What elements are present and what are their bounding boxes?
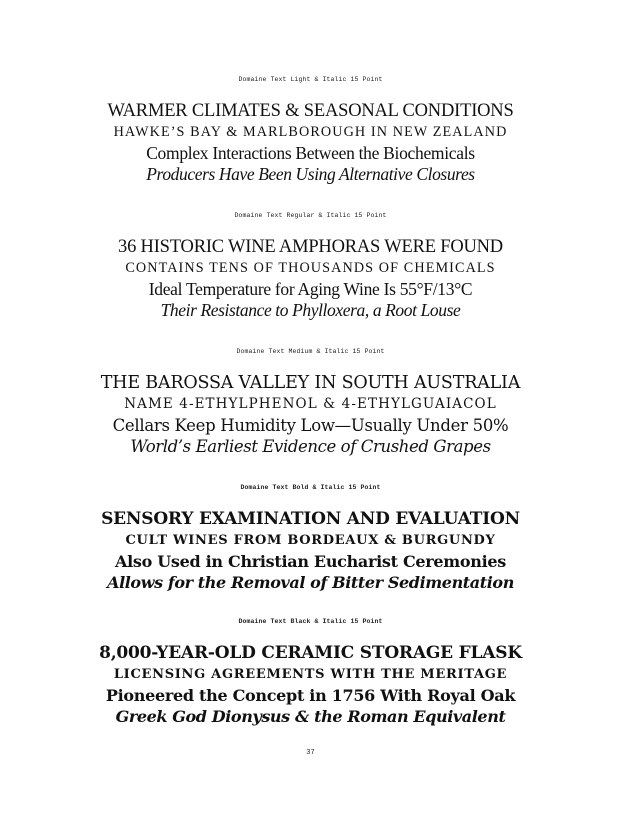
page-number: 37 xyxy=(306,749,315,757)
italic-line: Producers Have Been Using Alternative Closures xyxy=(146,164,475,184)
specimen-regular xyxy=(0,212,621,321)
specimen-label: Domaine Text Light & Italic 15 Point xyxy=(238,76,383,83)
specimen-lines xyxy=(0,373,621,457)
specimen-black xyxy=(0,618,621,727)
italic-line: Allows for the Removal of Bitter Sedimentation xyxy=(107,573,514,592)
small-caps-line: CONTAINS TENS OF THOUSANDS OF CHEMICALS xyxy=(125,260,496,276)
italic-line: Their Resistance to Phylloxera, a Root Louse xyxy=(160,300,461,320)
italic-line: World’s Earliest Evidence of Crushed Grapes xyxy=(130,437,491,456)
specimen-lines xyxy=(0,101,621,185)
specimen-lines xyxy=(0,237,621,321)
specimen-bold xyxy=(0,484,621,593)
upper-lower-line: Complex Interactions Between the Biochemicals xyxy=(146,143,475,163)
upper-lower-line: Ideal Temperature for Aging Wine Is 55°F/13°C xyxy=(148,279,473,299)
caps-line: WARMER CLIMATES & SEASONAL CONDITIONS xyxy=(107,101,514,121)
specimen-light xyxy=(0,76,621,185)
caps-line: SENSORY EXAMINATION AND EVALUATION xyxy=(101,509,520,529)
specimen-medium xyxy=(0,348,621,457)
upper-lower-line: Pioneered the Concept in 1756 With Royal Oak xyxy=(105,686,516,705)
caps-line: 8,000-YEAR-OLD CERAMIC STORAGE FLASK xyxy=(99,643,522,663)
small-caps-line: HAWKE’S BAY & MARLBOROUGH IN NEW ZEALAND xyxy=(113,124,508,140)
caps-line: 36 HISTORIC WINE AMPHORAS WERE FOUND xyxy=(118,237,503,257)
italic-line: Greek God Dionysus & the Roman Equivalent xyxy=(115,707,506,726)
specimen-label: Domaine Text Medium & Italic 15 Point xyxy=(236,348,385,355)
upper-lower-line: Also Used in Christian Eucharist Ceremonies xyxy=(114,552,506,571)
specimen-lines xyxy=(0,643,621,727)
specimen-lines xyxy=(0,509,621,593)
small-caps-line: LICENSING AGREEMENTS WITH THE MERITAGE xyxy=(113,667,508,682)
specimen-label: Domaine Text Bold & Italic 15 Point xyxy=(240,484,381,491)
upper-lower-line: Cellars Keep Humidity Low—Usually Under 50% xyxy=(112,416,509,435)
specimen-label: Domaine Text Black & Italic 15 Point xyxy=(238,618,383,625)
small-caps-line: CULT WINES FROM BORDEAUX & BURGUNDY xyxy=(125,533,496,548)
small-caps-line: NAME 4-ETHYLPHENOL & 4-ETHYLGUAIACOL xyxy=(124,396,497,412)
specimen-label: Domaine Text Regular & Italic 15 Point xyxy=(234,212,387,219)
caps-line: THE BAROSSA VALLEY IN SOUTH AUSTRALIA xyxy=(100,373,521,393)
